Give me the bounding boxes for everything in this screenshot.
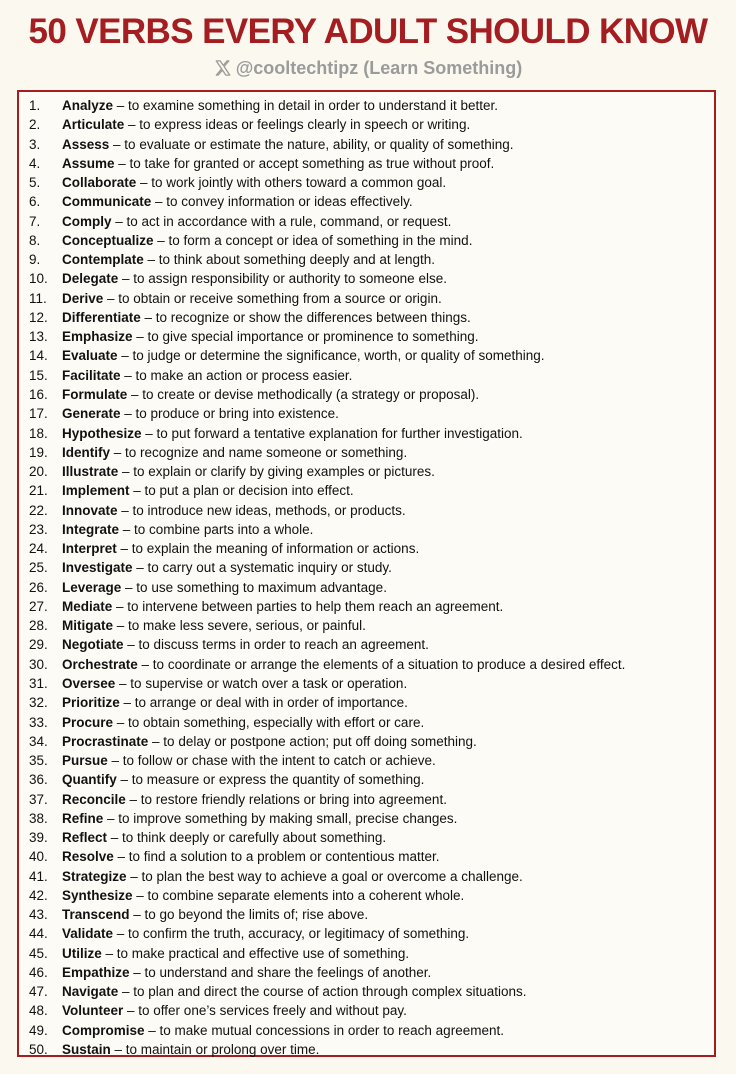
verb-term: Transcend <box>62 907 130 923</box>
verb-definition: – to recognize or show the differences between things. <box>140 309 471 325</box>
verb-term: Synthesize <box>62 887 133 903</box>
verb-term: Leverage <box>62 579 122 595</box>
verb-definition: – to coordinate or arrange the elements of a situation to produce a desired effect. <box>137 656 626 672</box>
verb-definition: – to recognize and name someone or something. <box>110 444 408 460</box>
verb-term: Formulate <box>62 386 128 402</box>
verb-term: Analyze <box>62 98 114 113</box>
verb-term: Orchestrate <box>62 656 138 672</box>
item-number: 49. <box>29 1022 48 1038</box>
item-number: 23. <box>29 521 48 537</box>
item-number: 10. <box>29 271 48 287</box>
verb-term: Negotiate <box>62 637 124 653</box>
item-number: 24. <box>29 541 48 557</box>
list-item <box>29 1021 625 1040</box>
list-item <box>29 250 625 269</box>
item-number: 11. <box>29 290 47 306</box>
item-number: 1. <box>29 98 41 113</box>
item-number: 39. <box>29 830 48 846</box>
item-number: 4. <box>29 155 41 171</box>
list-item <box>29 443 625 462</box>
verb-definition: – to obtain or receive something from a source or origin. <box>103 290 442 306</box>
verb-definition: – to improve something by making small, precise changes. <box>103 810 458 826</box>
verb-definition: – to restore friendly relations or bring into agreement. <box>125 791 447 807</box>
verb-term: Quantify <box>62 772 117 788</box>
list-item <box>29 905 625 924</box>
list-item <box>29 115 625 134</box>
item-number: 21. <box>29 483 48 499</box>
list-item <box>29 289 625 308</box>
verb-term: Utilize <box>62 945 102 961</box>
item-number: 9. <box>29 252 41 268</box>
list-item <box>29 154 625 173</box>
verb-term: Procrastinate <box>62 733 149 749</box>
list-item <box>29 308 625 327</box>
item-number: 41. <box>29 868 48 884</box>
page-title: 50 VERBS EVERY ADULT SHOULD KNOW <box>28 12 708 51</box>
verb-definition: – to explain the meaning of information or actions. <box>116 541 420 557</box>
item-number: 35. <box>29 753 48 769</box>
verb-definition: – to combine separate elements into a coherent whole. <box>132 887 465 903</box>
verb-definition: – to work jointly with others toward a common goal. <box>136 175 447 191</box>
verb-term: Generate <box>62 406 121 422</box>
list-item <box>29 963 625 982</box>
verb-definition: – to delay or postpone action; put off doing something. <box>148 733 477 749</box>
verb-definition: – to make mutual concessions in order to reach agreement. <box>144 1022 504 1038</box>
verb-definition: – to produce or bring into existence. <box>120 406 339 422</box>
item-number: 50. <box>29 1042 48 1058</box>
item-number: 37. <box>29 791 48 807</box>
verb-term: Compromise <box>62 1022 145 1038</box>
verb-definition: – to understand and share the feelings of another. <box>129 964 432 980</box>
verb-definition: – to maintain or prolong over time. <box>110 1042 320 1058</box>
item-number: 13. <box>29 329 48 345</box>
list-item <box>29 404 625 423</box>
verb-term: Illustrate <box>62 464 119 480</box>
list-item <box>29 597 625 616</box>
verb-term: Navigate <box>62 984 119 1000</box>
verb-term: Mitigate <box>62 618 114 634</box>
list-item <box>29 867 625 886</box>
verb-definition: – to take for granted or accept something as true without proof. <box>114 155 495 171</box>
verb-definition: – to put forward a tentative explanation for further investigation. <box>141 425 523 441</box>
verb-term: Interpret <box>62 541 117 557</box>
verb-term: Evaluate <box>62 348 118 364</box>
item-number: 16. <box>29 386 48 402</box>
list-item <box>29 212 625 231</box>
verb-term: Conceptualize <box>62 232 154 248</box>
verb-term: Mediate <box>62 598 113 614</box>
verb-term: Validate <box>62 926 114 942</box>
item-number: 2. <box>29 117 41 133</box>
item-number: 43. <box>29 907 48 923</box>
verb-definition: – to judge or determine the significance, worth, or quality of something. <box>117 348 545 364</box>
verb-definition: – to form a concept or idea of something in the mind. <box>153 232 473 248</box>
verb-term: Sustain <box>62 1042 111 1058</box>
item-number: 45. <box>29 945 48 961</box>
verb-term: Strategize <box>62 868 127 884</box>
author-handle <box>0 56 736 80</box>
verb-definition: – to explain or clarify by giving examples or pictures. <box>118 464 435 480</box>
verb-term: Prioritize <box>62 695 120 711</box>
item-number: 3. <box>29 136 41 152</box>
item-number: 18. <box>29 425 48 441</box>
verbs-list <box>29 96 625 1059</box>
list-item <box>29 173 625 192</box>
item-number: 20. <box>29 464 48 480</box>
verb-term: Reflect <box>62 830 108 846</box>
verb-definition: – to introduce new ideas, methods, or products. <box>117 502 406 518</box>
list-item <box>29 1040 625 1059</box>
verbs-list-box <box>17 90 716 1057</box>
verb-definition: – to create or devise methodically (a strategy or proposal). <box>127 386 480 402</box>
item-number: 34. <box>29 733 48 749</box>
list-item <box>29 886 625 905</box>
verb-term: Communicate <box>62 194 152 210</box>
list-item <box>29 424 625 443</box>
list-item <box>29 713 625 732</box>
item-number: 33. <box>29 714 48 730</box>
verb-definition: – to intervene between parties to help them reach an agreement. <box>112 598 504 614</box>
verb-term: Delegate <box>62 271 119 287</box>
list-item <box>29 828 625 847</box>
item-number: 30. <box>29 656 48 672</box>
verb-term: Implement <box>62 483 130 499</box>
list-item <box>29 693 625 712</box>
list-item <box>29 366 625 385</box>
item-number: 44. <box>29 926 48 942</box>
item-number: 12. <box>29 309 48 325</box>
verb-term: Pursue <box>62 753 108 769</box>
verb-definition: – to express ideas or feelings clearly in speech or writing. <box>124 117 471 133</box>
verb-definition: – to assign responsibility or authority to someone else. <box>118 271 447 287</box>
list-item <box>29 732 625 751</box>
list-item <box>29 96 625 115</box>
verb-term: Procure <box>62 714 114 730</box>
item-number: 42. <box>29 887 48 903</box>
item-number: 15. <box>29 367 48 383</box>
verb-term: Oversee <box>62 675 116 691</box>
list-item <box>29 520 625 539</box>
verb-term: Innovate <box>62 502 118 518</box>
list-item <box>29 192 625 211</box>
list-item <box>29 982 625 1001</box>
verb-term: Volunteer <box>62 1003 124 1019</box>
verb-term: Comply <box>62 213 112 229</box>
list-item <box>29 790 625 809</box>
list-item <box>29 751 625 770</box>
item-number: 5. <box>29 175 41 191</box>
item-number: 40. <box>29 849 48 865</box>
item-number: 38. <box>29 810 48 826</box>
verb-term: Contemplate <box>62 252 144 268</box>
item-number: 7. <box>29 213 41 229</box>
verb-definition: – to find a solution to a problem or contentious matter. <box>113 849 440 865</box>
verb-definition: – to obtain something, especially with effort or care. <box>113 714 425 730</box>
list-item <box>29 558 625 577</box>
list-item <box>29 578 625 597</box>
list-item <box>29 616 625 635</box>
verb-term: Empathize <box>62 964 130 980</box>
verb-definition: – to give special importance or prominence to something. <box>132 329 479 345</box>
item-number: 32. <box>29 695 48 711</box>
verb-definition: – to measure or express the quantity of something. <box>116 772 425 788</box>
list-item <box>29 770 625 789</box>
verb-definition: – to go beyond the limits of; rise above. <box>129 907 369 923</box>
item-number: 29. <box>29 637 48 653</box>
item-number: 17. <box>29 406 48 422</box>
item-number: 36. <box>29 772 48 788</box>
list-item <box>29 346 625 365</box>
verb-definition: – to combine parts into a whole. <box>119 521 314 537</box>
verb-definition: – to follow or chase with the intent to catch or achieve. <box>107 753 436 769</box>
verb-definition: – to think deeply or carefully about something. <box>107 830 387 846</box>
verb-definition: – to plan and direct the course of action through complex situations. <box>118 984 527 1000</box>
verb-term: Assume <box>62 155 115 171</box>
list-item <box>29 924 625 943</box>
item-number: 26. <box>29 579 48 595</box>
list-item <box>29 481 625 500</box>
list-item <box>29 269 625 288</box>
verb-definition: – to convey information or ideas effectively. <box>151 194 413 210</box>
x-logo-icon <box>214 59 232 77</box>
verb-definition: – to supervise or watch over a task or operation. <box>115 675 408 691</box>
item-number: 19. <box>29 444 48 460</box>
verb-term: Assess <box>62 136 110 152</box>
item-number: 22. <box>29 502 48 518</box>
verb-definition: – to discuss terms in order to reach an agreement. <box>123 637 429 653</box>
verb-term: Hypothesize <box>62 425 142 441</box>
item-number: 48. <box>29 1003 48 1019</box>
list-item <box>29 539 625 558</box>
verb-term: Resolve <box>62 849 114 865</box>
item-number: 31. <box>29 675 48 691</box>
verb-definition: – to confirm the truth, accuracy, or legitimacy of something. <box>113 926 470 942</box>
list-item <box>29 135 625 154</box>
list-item <box>29 809 625 828</box>
verb-definition: – to plan the best way to achieve a goal or overcome a challenge. <box>126 868 523 884</box>
verb-definition: – to make practical and effective use of something. <box>101 945 410 961</box>
verb-term: Derive <box>62 290 104 306</box>
item-number: 25. <box>29 560 48 576</box>
list-item <box>29 501 625 520</box>
verb-definition: – to carry out a systematic inquiry or study. <box>132 560 392 576</box>
item-number: 8. <box>29 232 41 248</box>
author-handle-text: @cooltechtipz (Learn Something) <box>235 58 523 78</box>
verb-term: Facilitate <box>62 367 121 383</box>
verb-term: Collaborate <box>62 175 137 191</box>
verb-definition: – to offer one’s services freely and without pay. <box>123 1003 407 1019</box>
list-item <box>29 944 625 963</box>
verb-definition: – to arrange or deal with in order of importance. <box>119 695 408 711</box>
item-number: 47. <box>29 984 48 1000</box>
list-item <box>29 385 625 404</box>
list-item <box>29 231 625 250</box>
verb-definition: – to make less severe, serious, or painful. <box>113 618 366 634</box>
list-item <box>29 635 625 654</box>
verb-term: Articulate <box>62 117 125 133</box>
item-number: 27. <box>29 598 48 614</box>
verb-definition: – to use something to maximum advantage. <box>121 579 387 595</box>
item-number: 28. <box>29 618 48 634</box>
verb-term: Reconcile <box>62 791 126 807</box>
verb-term: Integrate <box>62 521 120 537</box>
verb-term: Identify <box>62 444 111 460</box>
verb-definition: – to evaluate or estimate the nature, ability, or quality of something. <box>109 136 514 152</box>
verb-term: Refine <box>62 810 104 826</box>
list-item <box>29 1001 625 1020</box>
verb-definition: – to make an action or process easier. <box>120 367 353 383</box>
verb-definition: – to act in accordance with a rule, command, or request. <box>111 213 452 229</box>
list-item <box>29 655 625 674</box>
item-number: 14. <box>29 348 48 364</box>
item-number: 46. <box>29 964 48 980</box>
verb-term: Investigate <box>62 560 133 576</box>
verb-term: Differentiate <box>62 309 141 325</box>
list-item <box>29 462 625 481</box>
verb-term: Emphasize <box>62 329 133 345</box>
verb-definition: – to put a plan or decision into effect. <box>129 483 354 499</box>
verb-definition: – to think about something deeply and at length. <box>143 252 435 268</box>
list-item <box>29 327 625 346</box>
verb-definition: – to examine something in detail in order to understand it better. <box>113 98 499 113</box>
list-item <box>29 847 625 866</box>
list-item <box>29 674 625 693</box>
item-number: 6. <box>29 194 41 210</box>
